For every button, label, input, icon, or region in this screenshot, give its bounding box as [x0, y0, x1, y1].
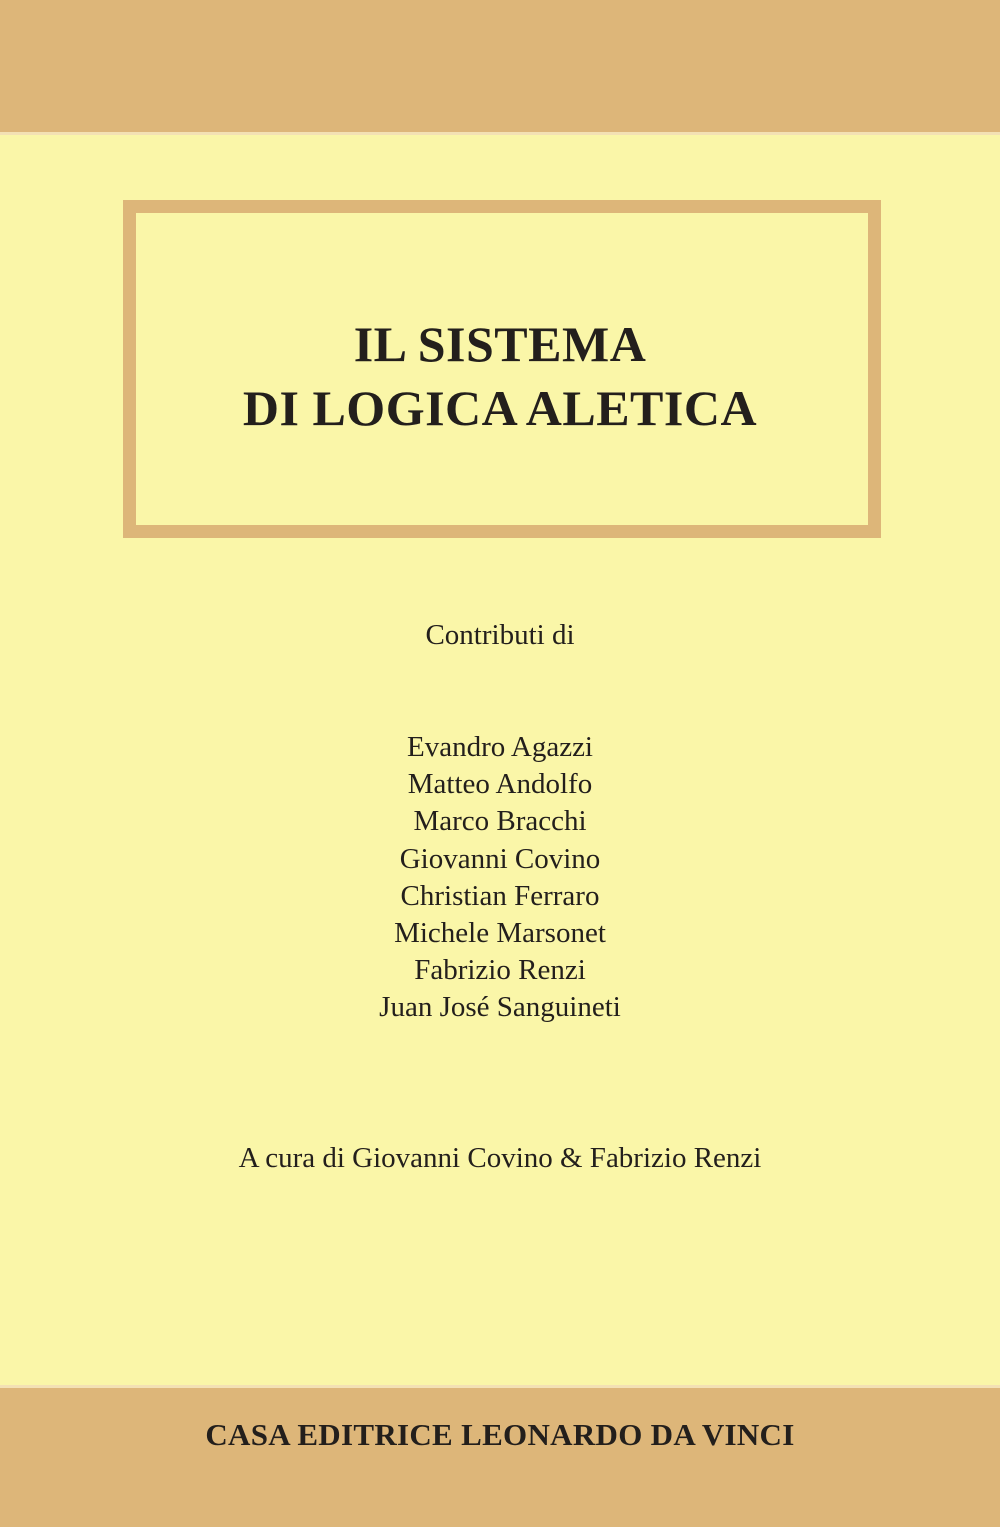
contributor-name: Fabrizio Renzi: [414, 954, 586, 987]
publisher-name: CASA EDITRICE LEONARDO DA VINCI: [205, 1417, 795, 1452]
contributors-label: Contributi di: [425, 619, 575, 651]
book-title: [0, 312, 1000, 440]
contributor-name: Marco Bracchi: [413, 805, 587, 838]
contributor-name: Michele Marsonet: [394, 917, 606, 950]
bottom-band: [0, 1388, 1000, 1527]
contributor-name: Matteo Andolfo: [407, 768, 593, 801]
book-title-line-1: IL SISTEMA: [353, 316, 647, 372]
contributor-name: Christian Ferraro: [400, 879, 600, 912]
top-band-divider: [0, 132, 1000, 135]
contributor-name: Evandro Agazzi: [406, 731, 593, 763]
top-band: [0, 0, 1000, 132]
contributor-name: Giovanni Covino: [399, 842, 601, 875]
contributor-name: Juan José Sanguineti: [379, 991, 621, 1024]
contributors-list: [0, 729, 1000, 1027]
editors-line: A cura di Giovanni Covino & Fabrizio Renzi: [238, 1142, 762, 1174]
book-title-line-2: DI LOGICA ALETICA: [242, 380, 758, 436]
